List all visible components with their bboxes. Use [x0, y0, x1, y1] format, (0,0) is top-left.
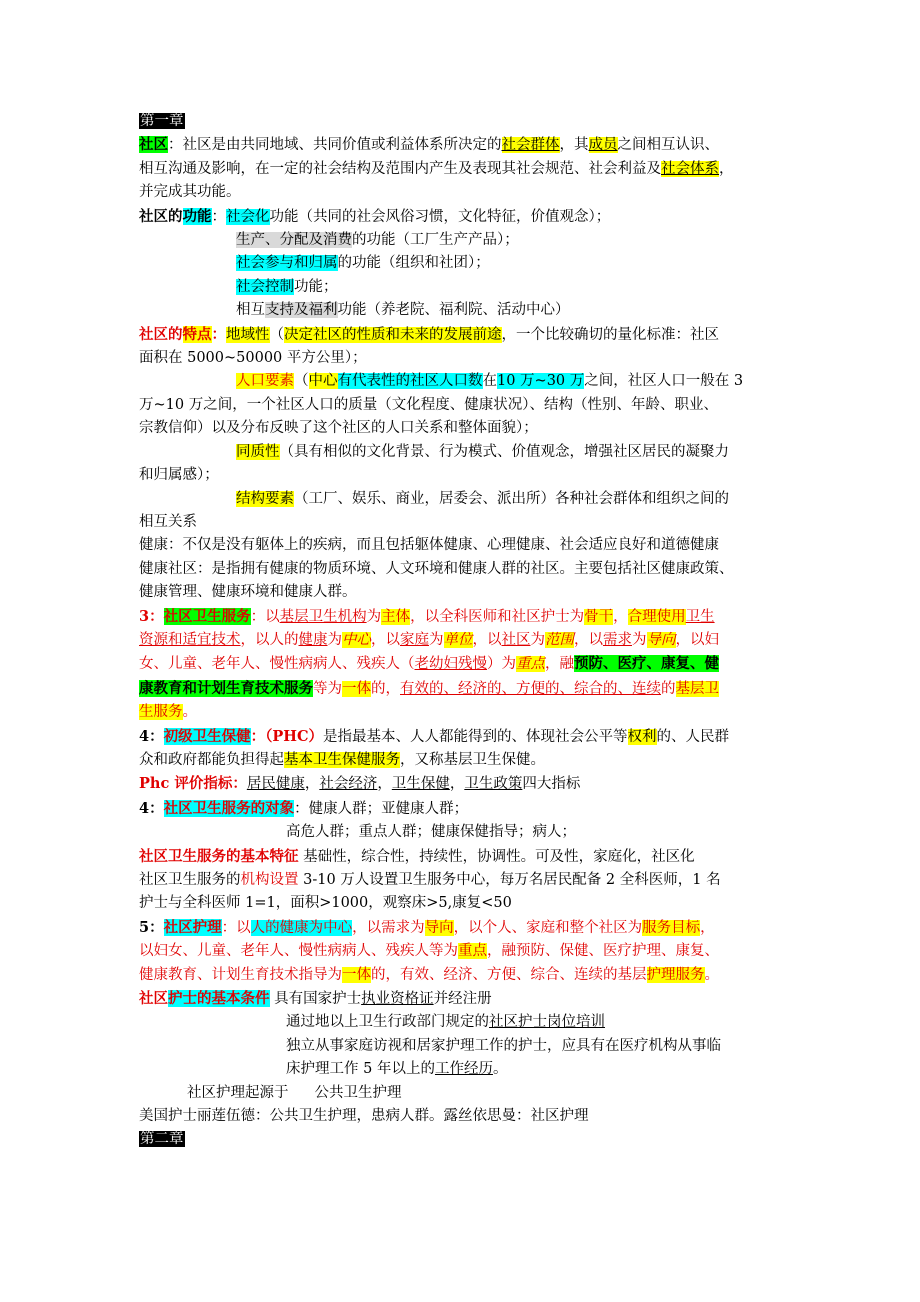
community-definition-line3: 并完成其功能。 — [139, 184, 241, 201]
community-nursing-line2: 以妇女、儿童、老年人、慢性病病人、残疾人等为重点，融预防、保健、医疗护理、康复、 — [139, 943, 719, 960]
community-definition: 社区：社区是由共同地域、共同价值或利益体系所决定的社会群体，其成员之间相互认识、 — [139, 136, 719, 154]
community-definition-line2: 相互沟通及影响，在一定的社会结构及范围内产生及表现其社会规范、社会利益及社会体系， — [139, 160, 734, 177]
chapter-2-heading: 第二章 — [140, 1131, 184, 1148]
community-feature-structure: 结构要素（工厂、娱乐、商业，居委会、派出所）各种社会群体和组织之间的 — [236, 490, 729, 507]
healthy-community-definition: 健康社区：是指拥有健康的物质环境、人文环境和健康人群的社区。主要包括社区健康政策、 — [139, 560, 734, 577]
community-function-3: 社会参与和归属的功能（组织和社团）； — [236, 255, 490, 272]
nursing-origin: 社区护理起源于 公共卫生护理 — [187, 1084, 402, 1101]
nurse-requirements-line4: 床护理工作 5 年以上的工作经历。 — [286, 1061, 508, 1078]
primary-health-care-line2: 众和政府都能负担得起基本卫生保健服务，又称基层卫生保健。 — [139, 751, 545, 768]
community-health-service-line2: 资源和适宜技术，以人的健康为中心，以家庭为单位，以社区为范围，以需求为导向，以妇 — [139, 631, 719, 648]
community-function-2: 生产、分配及消费的功能（工厂生产产品）； — [236, 232, 519, 249]
community-nursing-line3: 健康教育、计划生育技术指导为一体的，有效、经济、方便、综合、连续的基层护理服务。 — [139, 966, 719, 983]
service-targets-line2: 高危人群；重点人群；健康保健指导；病人； — [286, 824, 576, 841]
document-page — [139, 110, 789, 1152]
chapter-1-heading: 第一章 — [140, 113, 184, 129]
service-institution-setup-line2: 护士与全科医师 1=1，面积>1000，观察床>5,康复<50 — [139, 895, 512, 912]
nurse-requirements: 社区护士的基本条件 具有国家护士执业资格证并经注册 — [139, 990, 492, 1008]
phc-evaluation-indicators: Phc 评价指标：居民健康，社会经济，卫生保健，卫生政策四大指标 — [139, 775, 581, 793]
nursing-history: 美国护士丽莲伍德：公共卫生护理，患病人群。露丝依思曼：社区护理 — [139, 1108, 589, 1125]
service-basic-features: 社区卫生服务的基本特征 基础性，综合性，持续性，协调性。可及性，家庭化，社区化 — [139, 847, 695, 865]
service-institution-setup: 社区卫生服务的机构设置 3-10 万人设置卫生服务中心，每万名居民配备 2 全科医师，1 名 — [139, 872, 721, 888]
community-health-service-line3: 女、儿童、老年人、慢性病病人、残疾人（老幼妇残慢）为重点，融预防、医疗、康复、健 — [139, 655, 719, 673]
community-feature-structure-line2: 相互关系 — [139, 513, 197, 530]
community-health-service: 3：社区卫生服务：以基层卫生机构为主体，以全科医师和社区护士为骨干，合理使用卫生 — [139, 607, 715, 625]
community-feature-population: 人口要素（中心有代表性的社区人口数在10 万~30 万之间，社区人口一般在 3 — [236, 373, 744, 390]
nurse-requirements-line3: 独立从事家庭访视和居家护理工作的护士，应具有在医疗机构从事临 — [286, 1037, 721, 1054]
community-feature-territory: 社区的特点：地域性（决定社区的性质和未来的发展前途，一个比较确切的量化标准：社区 — [139, 325, 719, 343]
community-health-service-line4: 康教育和计划生育技术服务等为一体的，有效的、经济的、方便的、综合的、连续的基层卫 — [139, 679, 719, 697]
community-nursing: 5：社区护理：以人的健康为中心，以需求为导向，以个人、家庭和整个社区为服务目标， — [139, 918, 715, 936]
service-targets: 4：社区卫生服务的对象：健康人群；亚健康人群； — [139, 799, 469, 817]
community-function-1: 社区的功能：社会化功能（共同的社会风俗习惯，文化特征，价值观念）； — [139, 207, 611, 225]
healthy-community-definition-line2: 健康管理、健康环境和健康人群。 — [139, 584, 357, 601]
community-function-4: 社会控制功能； — [236, 278, 338, 295]
community-feature-homogeneity-line2: 和归属感）； — [139, 467, 219, 484]
health-definition: 健康：不仅是没有躯体上的疾病，而且包括躯体健康、心理健康、社会适应良好和道德健康 — [139, 537, 719, 554]
community-feature-territory-line2: 面积在 5000~50000 平方公里）； — [139, 350, 367, 367]
community-health-service-line5: 生服务。 — [139, 704, 197, 721]
community-feature-population-line2: 万~10 万之间，一个社区人口的质量（文化程度、健康状况）、结构（性别、年龄、职业、 — [139, 396, 718, 413]
community-function-5: 相互支持及福利功能（养老院、福利院、活动中心） — [236, 302, 570, 319]
community-feature-homogeneity: 同质性（具有相似的文化背景、行为模式、价值观念，增强社区居民的凝聚力 — [236, 443, 729, 460]
primary-health-care: 4：初级卫生保健：（PHC）是指最基本、人人都能得到的、体现社会公平等权利的、人民群 — [139, 727, 729, 745]
community-feature-population-line3: 宗教信仰）以及分布反映了这个社区的人口关系和整体面貌）； — [139, 420, 538, 437]
nurse-requirements-line2: 通过地以上卫生行政部门规定的社区护士岗位培训 — [286, 1014, 605, 1031]
